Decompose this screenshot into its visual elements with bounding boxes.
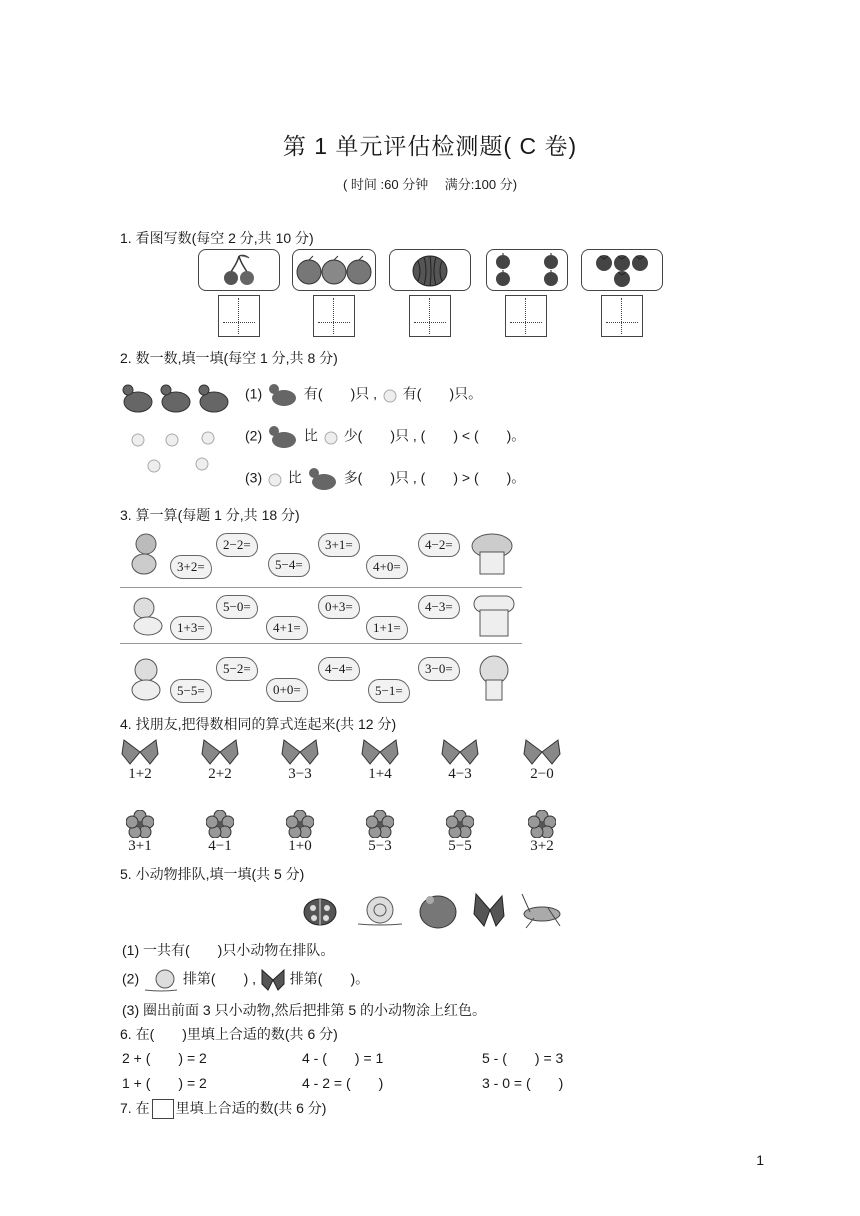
flower-expr[interactable]: 5−5 xyxy=(448,838,472,854)
mushroom-house-icon xyxy=(468,530,520,576)
flower-expr[interactable]: 4−1 xyxy=(208,838,232,854)
q6-item[interactable]: 4 - 2 = ( ) xyxy=(302,1075,384,1091)
q5-line-3: (3) 圈出前面 3 只小动物,然后把排第 5 的小动物涂上红色。 xyxy=(122,1002,487,1018)
apple-icon xyxy=(489,252,565,288)
flower-expr[interactable]: 3+1 xyxy=(128,838,152,854)
cat-icon xyxy=(122,532,168,576)
ladybug-icon xyxy=(304,899,336,925)
flower-icon xyxy=(528,810,556,838)
page-title: 第 1 单元评估检测题( C 卷) xyxy=(282,133,578,159)
expr-cloud: 4−3= xyxy=(418,595,460,619)
answer-box-3[interactable] xyxy=(409,295,451,337)
animal-queue-picture xyxy=(298,890,568,930)
butterfly-icon xyxy=(474,894,504,926)
peach-picture-box xyxy=(292,249,376,291)
bone-house-icon xyxy=(468,592,520,640)
watermelon-icon xyxy=(410,253,450,287)
butterfly-expr[interactable]: 2+2 xyxy=(208,766,232,782)
apple-picture-box xyxy=(486,249,568,291)
butterfly-icon xyxy=(120,738,160,766)
flower-icon xyxy=(126,810,154,838)
cherry-icon xyxy=(219,252,259,288)
answer-box-4[interactable] xyxy=(505,295,547,337)
row-divider xyxy=(120,587,522,588)
chick-icon xyxy=(322,429,340,445)
q6-item[interactable]: 1 + ( ) = 2 xyxy=(122,1075,207,1091)
q6-item[interactable]: 3 - 0 = ( ) xyxy=(482,1075,564,1091)
snail-icon xyxy=(143,968,179,992)
q2-heading: 2. 数一数,填一填(每空 1 分,共 8 分) xyxy=(120,350,338,366)
q6-item[interactable]: 2 + ( ) = 2 xyxy=(122,1050,207,1066)
butterfly-icon xyxy=(522,738,562,766)
q5-line-1: (1) 一共有( )只小动物在排队。 xyxy=(122,942,335,958)
q2-line-1: (1) 有( )只 , 有( )只。 xyxy=(245,382,482,408)
expr-cloud: 5−5= xyxy=(170,679,212,703)
flower-expr[interactable]: 3+2 xyxy=(530,838,554,854)
dog-icon xyxy=(124,594,170,640)
answer-square xyxy=(152,1099,174,1119)
expr-cloud: 4−4= xyxy=(318,657,360,681)
expr-cloud: 5−2= xyxy=(216,657,258,681)
cherry-picture-box xyxy=(198,249,280,291)
q1-heading: 1. 看图写数(每空 2 分,共 10 分) xyxy=(120,230,314,246)
tomato-icon xyxy=(590,252,654,288)
flower-icon xyxy=(286,810,314,838)
answer-box-2[interactable] xyxy=(313,295,355,337)
grasshopper-icon xyxy=(522,894,560,928)
butterfly-expr[interactable]: 4−3 xyxy=(448,766,472,782)
time-score-info: ( 时间 :60 分钟 满分:100 分) xyxy=(342,177,518,192)
butterfly-icon xyxy=(200,738,240,766)
q6-heading: 6. 在( )里填上合适的数(共 6 分) xyxy=(120,1026,338,1042)
frog-icon xyxy=(420,896,456,928)
peach-icon xyxy=(295,253,373,287)
butterfly-expr[interactable]: 1+2 xyxy=(128,766,152,782)
tomato-picture-box xyxy=(581,249,663,291)
row-divider xyxy=(120,643,522,644)
flower-icon xyxy=(366,810,394,838)
butterfly-expr[interactable]: 1+4 xyxy=(368,766,392,782)
q2-line-3: (3) 比 多( )只 , ( ) > ( )。 xyxy=(245,466,525,492)
q7-heading: 7. 在 里填上合适的数(共 6 分) xyxy=(120,1098,326,1119)
expr-cloud: 4+0= xyxy=(366,555,408,579)
flower-expr[interactable]: 1+0 xyxy=(288,838,312,854)
hen-icon xyxy=(266,382,300,408)
q3-heading: 3. 算一算(每题 1 分,共 18 分) xyxy=(120,507,300,523)
expr-cloud: 1+3= xyxy=(170,616,212,640)
tree-house-icon xyxy=(468,654,520,702)
flower-expr[interactable]: 5−3 xyxy=(368,838,392,854)
bear-icon xyxy=(124,656,170,702)
hen-icon xyxy=(306,466,340,492)
q4-heading: 4. 找朋友,把得数相同的算式连起来(共 12 分) xyxy=(120,716,397,732)
butterfly-icon xyxy=(280,738,320,766)
answer-box-5[interactable] xyxy=(601,295,643,337)
q2-line-2: (2) 比 少( )只 , ( ) < ( )。 xyxy=(245,424,525,450)
expr-cloud: 5−0= xyxy=(216,595,258,619)
q5-heading: 5. 小动物排队,填一填(共 5 分) xyxy=(120,866,305,882)
chick-icon xyxy=(381,387,399,403)
expr-cloud: 3+1= xyxy=(318,533,360,557)
chick-icon xyxy=(266,471,284,487)
expr-cloud: 0+3= xyxy=(318,595,360,619)
butterfly-icon xyxy=(260,968,286,992)
page-number: 1 xyxy=(756,1152,764,1168)
q5-line-2: (2) 排第( ) , 排第( )。 xyxy=(122,968,369,992)
expr-cloud: 3−0= xyxy=(418,657,460,681)
expr-cloud: 3+2= xyxy=(170,555,212,579)
expr-cloud: 5−1= xyxy=(368,679,410,703)
butterfly-expr[interactable]: 3−3 xyxy=(288,766,312,782)
hen-icon xyxy=(266,424,300,450)
watermelon-picture-box xyxy=(389,249,471,291)
q6-item[interactable]: 5 - ( ) = 3 xyxy=(482,1050,564,1066)
expr-cloud: 4+1= xyxy=(266,616,308,640)
answer-box-1[interactable] xyxy=(218,295,260,337)
expr-cloud: 0+0= xyxy=(266,678,308,702)
expr-cloud: 2−2= xyxy=(216,533,258,557)
hens-and-chicks-picture xyxy=(120,380,232,480)
butterfly-icon xyxy=(360,738,400,766)
snail-icon xyxy=(358,897,402,925)
flower-icon xyxy=(206,810,234,838)
expr-cloud: 4−2= xyxy=(418,533,460,557)
butterfly-icon xyxy=(440,738,480,766)
expr-cloud: 5−4= xyxy=(268,553,310,577)
butterfly-expr[interactable]: 2−0 xyxy=(530,766,554,782)
q6-item[interactable]: 4 - ( ) = 1 xyxy=(302,1050,384,1066)
expr-cloud: 1+1= xyxy=(366,616,408,640)
flower-icon xyxy=(446,810,474,838)
